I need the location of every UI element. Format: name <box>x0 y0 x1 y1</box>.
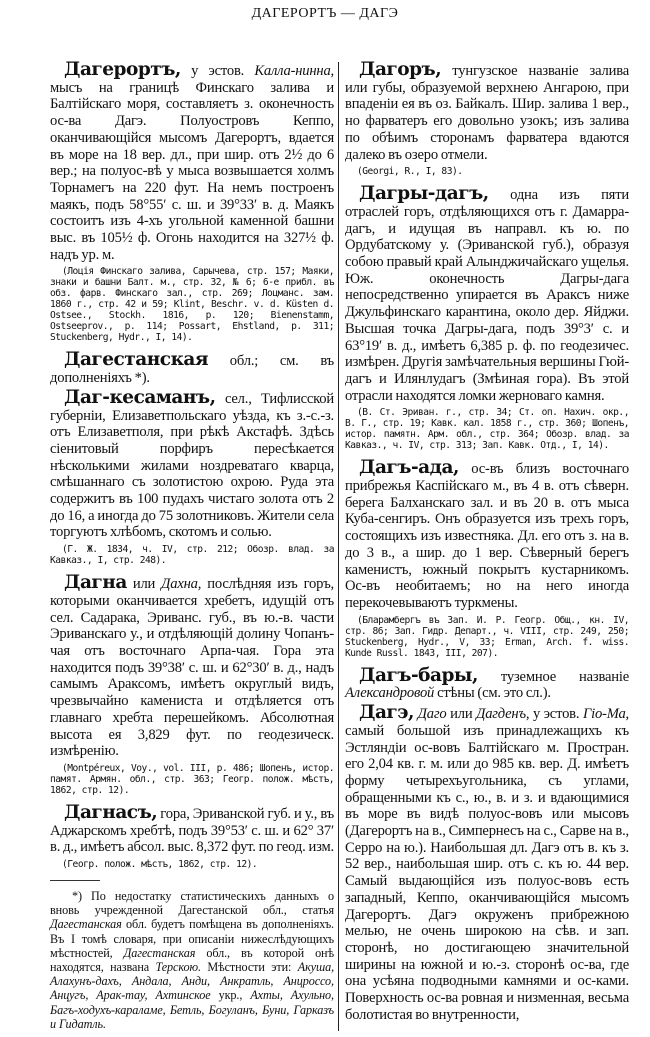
page-header: ДАГЕРОРТЪ — ДАГЭ <box>251 6 399 21</box>
entry <box>50 801 334 856</box>
entry-headword: Дагры-дагъ, <box>359 183 489 205</box>
entry <box>50 349 334 387</box>
body-text: у эстов. <box>529 706 583 723</box>
body-text: тунгузское названіе залива или губы, образуемой верхнею Ангарою, при впаденіи ея въ оз. Байкалъ. Шир. залива 1 вер., но фарватеръ его довольно узокъ; изъ залива по обѣимъ сторонамъ фарватера вдаются далеко въ озеро отмели. <box>345 63 629 163</box>
body-text: обл.; см. въ дополненіяхъ *). <box>50 353 334 387</box>
body-text: послѣдняя изъ горъ, которыми оканчивается хребетъ, идущій отъ сел. Садарака, Эриванс. губ., въ ю.-в. части Эриванскаго у., и отдѣляющій долину Чопанъ-чая отъ восточнаго Арпа-чая. Гора эта находится подъ 39°38′ с. ш. и 62°30′ в. д., надъ самымъ Араксомъ, имѣетъ округлый видъ, чрезвычайно камениста и отдѣляется отъ главнаго хребта перешейкомъ. Абсолютная высота ея 3,829 фут. по геодезическ. измѣренію. <box>50 576 334 760</box>
entry-references: (Г. Ж. 1834, ч. IV, стр. 212; Обозр. влад. за Кавказ., I, стр. 248). <box>50 544 334 567</box>
entry-headword: Дагестанская <box>64 349 209 371</box>
body-text: *) По недостатку статистическихъ данныхъ о вновь учрежденной Дагестанской обл., статья <box>50 889 334 918</box>
left-column <box>50 59 335 1031</box>
italic-text: Даго <box>417 706 447 723</box>
entry-headword: Дагъ-ада, <box>359 457 459 479</box>
right-column <box>345 59 629 1026</box>
footnote <box>50 889 334 1031</box>
entry <box>345 702 629 1023</box>
entry-references: (Лоція Финскаго залива, Сарычева, стр. 157; Маяки, знаки и башни Балт. м., стр. 32, № 6; 6-е прибл. въ обз. фарв. Финскаго зал., стр. 269; Лоцманс. зам. 1860 г., стр. 42 и 59; Klint, Beschr. v. d. Küsten d. Ostsee., Stockh. 1816, p. 120; Bienenstamm, Ostseeprov., p. 114; Possart, Ehstland, p. 311; Stuckenberg, Hydr., I, 14). <box>50 266 334 344</box>
entry-headword: Дагна <box>64 572 127 594</box>
left-entries <box>50 59 334 871</box>
italic-text: Дагестанская <box>50 917 122 932</box>
entry-references: (Georgi, R., I, 83). <box>357 166 463 178</box>
entry-headword: Дагнасъ, <box>64 801 158 823</box>
italic-text: Акуша, Алахунъ-дахъ, Андала, Анди, Анкратль, Анцроссо, Анцугъ, Арак-тау, Ахтинское <box>50 960 335 1003</box>
body-text: обл., въ которой онѣ находятся, названа <box>50 945 334 975</box>
body-text: Мѣстности эти: <box>200 960 298 975</box>
entry-headword: Дагэ, <box>359 702 414 724</box>
entry-headword: Дагъ-бары, <box>359 664 478 686</box>
entry-headword: Даг-кесаманъ, <box>64 386 216 408</box>
column-divider <box>338 62 339 1031</box>
italic-text: Дагденъ, <box>476 706 530 723</box>
body-text: гора, Эриванской губ. и у., въ Аджарскомъ хребтѣ, подъ 39°53′ с. ш. и 62° 37′ в. д., имѣетъ абсол. выс. 8,372 фут. по геод. изм. <box>50 805 334 856</box>
italic-text: Терскою. <box>155 960 201 975</box>
entry-references: (Геогр. полож. мѣстъ, 1862, стр. 12). <box>62 859 258 871</box>
body-text: или <box>126 576 162 593</box>
entry <box>345 664 629 702</box>
entry-references: (Montpéreux, Voy., vol. III, p. 486; Шопенъ, истор. памят. Армян. обл., стр. 363; Геогр. полож. мѣстъ, 1862, стр. 12). <box>50 762 334 796</box>
entry <box>50 386 334 541</box>
entry <box>50 572 334 760</box>
body-text: туземное названіе <box>477 668 629 685</box>
body-text: обл. будетъ помѣщена въ дополненіяхъ. Въ I томѣ словаря, при описаніи нижеслѣдующихъ мѣстностей, <box>50 917 334 960</box>
body-text: мысъ на границѣ Финскаго залива и Балтійскаго моря, составляетъ з. оконечность ос-ва Дагэ. Полуостровъ Кеппо, оканчивающійся мысомъ Дагерортъ, вдается въ море на 18 вер. дл., при шир. отъ 2½ до 6 вер.; на полуос-вѣ у мыса возвышается холмъ Торнамегъ на 220 фут. На немъ построенъ маякъ, подъ 58°55′ с. ш. и 39°33′ в. д. Маякъ состоитъ изъ 4-хъ угольной каменной башни выс. въ 105½ ф. Огонь находится на 327½ ф. надъ ур. м. <box>50 79 334 263</box>
body-text: у эстов. <box>180 63 255 79</box>
entry <box>345 183 629 404</box>
entry-headword: Дагерортъ, <box>64 59 181 80</box>
italic-text: Александровой <box>345 685 435 702</box>
body-text: одна изъ пяти отраслей горъ, отдѣляющихся отъ г. Дамарра-дагъ, и идущая въ направл. къ ю. по Ордубатскому у. (Эриванской губ.), образуя собою правый край Алынджичайскаго ущелья. Юж. оконечность Дагры-дага непосредственно упирается въ Араксъ ниже Джульфинскаго карантина, около дер. Яйджи. Высшая точка Дагры-дага, подъ 39°3′ с. и 63°19′ в. д., имѣетъ 6,385 р. ф. по геодезичес. измѣрен. Другія замѣчательныя вершины Гюй-дагъ и Илянлудагъ (Змѣиная гора). Въ этой отрасли находятся ломки жерноваго камня. <box>345 187 629 404</box>
italic-text: Ахты, Ахульно, Багъ-ходухъ-караламе, Бетль, Богуланъ, Буни, Гарказъ и Гидатль. <box>50 988 334 1031</box>
italic-text: Гіо-Ма, <box>582 706 629 723</box>
italic-text: Дагестанская <box>123 945 196 960</box>
italic-text: Дахна, <box>161 576 202 593</box>
body-text: или <box>446 706 477 723</box>
entry <box>345 457 629 611</box>
body-text: укр., <box>210 988 251 1003</box>
body-text: стѣны (см. это сл.). <box>434 685 551 702</box>
entry-references: (Бларамбергъ въ Зап. И. Р. Геогр. Общ., кн. IV, стр. 86; Зап. Гидр. Департ., ч. VIII, стр. 249, 250; Stuckenberg, Hydr., V, 33; Erman, Arch. f. wiss. Kunde Russl. 1843, III, 207). <box>345 614 629 659</box>
entry <box>345 59 629 163</box>
body-text: ос-въ близъ восточнаго прибрежья Каспійскаго м., въ 4 в. отъ сѣверн. берега Балханскаго зал. и въ 20 в. отъ мыса Куба-сенгиръ. Онъ образуется изъ трехъ горъ, состоящихъ изъ известняка. Дл. его отъ з. на в. до 3 в., а шир. до 1 вер. Сѣверный берегъ каменистъ, южный покрытъ кустарникомъ. Ос-въ необитаемъ; но на него иногда перекочевываютъ туркмены. <box>345 461 629 611</box>
entry-headword: Дагоръ, <box>359 59 442 80</box>
body-text: самый большой изъ принадлежащихъ къ Эстляндіи ос-вовъ Балтійскаго м. Простран. его 2,04 кв. г. м. или до 985 кв. вер. Д. имѣетъ форму четырехъугольника, съ углами, обращенными къ с., ю., в. и з. и вдающимися въ море въ видѣ полуос-вовъ или мысовъ (Дагерортъ на в., Симпернесъ на с., Сарве на в., Серро на ю.). Наибольшая дл. Дагэ отъ в. къ з. 52 вер., наибольшая шир. отъ с. къ ю. 44 вер. Самый выдающійся изъ полуос-вовъ есть западный, Кеппо, оканчивающійся мысомъ Дагерортъ. Дагэ окруженъ прибрежною мелью, не очень широкою на сѣв. и зап. сторонѣ, но достигающею значительной ширины на южной и ю.-з. сторонѣ ос-ва, где она усѣяна подводными камнями и ос-ками. Поверхность ос-ва ровная и низменная, весьма болотистая во внутренности, <box>345 722 629 1023</box>
footnote-separator <box>50 880 100 881</box>
italic-text: Калла-нинна, <box>254 63 334 79</box>
entry-references: (В. Ст. Эриван. г., стр. 34; Ст. оп. Нахич. окр., В. Г., стр. 19; Кавк. кал. 1858 г., стр. 360; Шопенъ, истор. памятн. Арм. обл., стр. 364; Обозр. влад. за Кавказ., ч. IV, стр. 313; Зап. Кавк. Отд., I, 14). <box>345 407 629 452</box>
entry <box>50 59 334 263</box>
body-text: сел., Тифлисской губерніи, Елизаветпольскаго уѣзда, къ з.-с.-з. отъ Елизаветполя, при рѣкѣ Акстафѣ. Здѣсь сіенитовый порфиръ пересѣкается нѣсколькими жилами ноздреватаго кварца, смѣшаннаго съ золотистою охрою. Руда эта содержитъ въ 100 пудахъ чистаго золота отъ 2 до 16, а иногда до 75 золотниковъ. Жители села торгуютъ хлѣбомъ, скотомъ и солью. <box>50 390 334 541</box>
